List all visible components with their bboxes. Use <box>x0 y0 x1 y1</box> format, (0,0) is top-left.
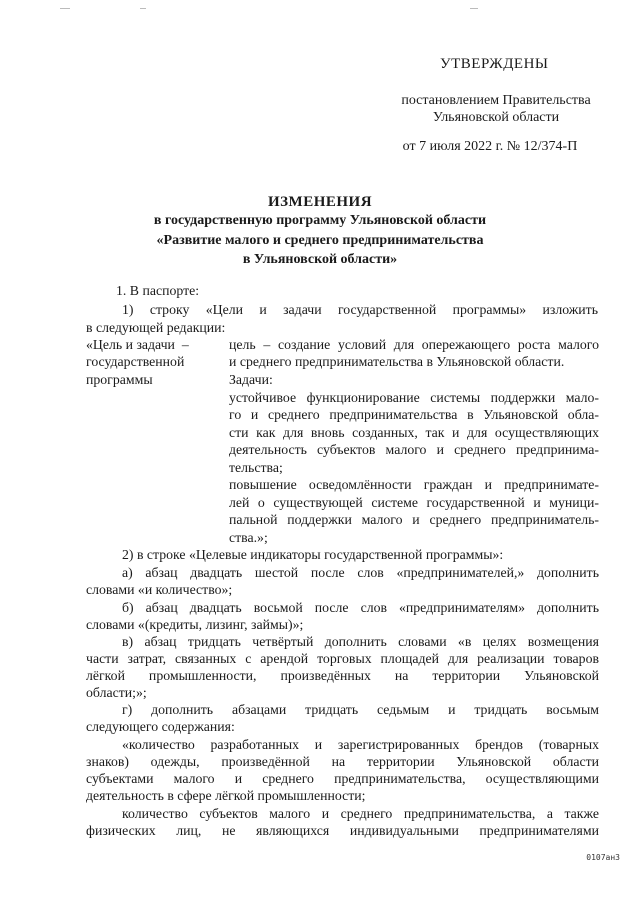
item-c-line: в) абзац тридцать четвёртый дополнить словами «в целях возмещения <box>122 634 599 649</box>
table-right-line: цель – создание условий для опережающего роста малого <box>229 337 599 352</box>
table-right-line: повышение осведомлённости граждан и предпринимате- <box>229 477 599 492</box>
quote-line: физических лиц, не являющихся индивидуальными предпринимателями <box>86 823 599 838</box>
item-d-line: г) дополнить абзацами тридцать седьмым и тридцать восьмым <box>122 702 599 717</box>
item-b-line: б) абзац двадцать восьмой после слов «предпринимателям» дополнить <box>122 600 599 615</box>
table-right-line: пальной поддержки малого и среднего предприниматель- <box>229 512 599 527</box>
table-right-line: тельства; <box>229 460 283 475</box>
document-code: 0107ан3 <box>586 853 620 862</box>
table-right-line: Задачи: <box>229 372 273 387</box>
item-b-line: словами «(кредиты, лизинг, займы)»; <box>86 617 304 632</box>
document-title: ИЗМЕНЕНИЯ <box>267 194 373 210</box>
scan-speck <box>470 8 478 9</box>
table-right-line: и среднего предпринимательства в Ульяновской области. <box>229 354 565 369</box>
quote-line: субъектами малого и среднего предпринимательства, осуществляющими <box>86 771 599 786</box>
approval-authority: постановлением Правительства <box>401 93 591 108</box>
quote-line: знаков) одежды, произведённой на территории Ульяновской области <box>86 754 599 769</box>
item-c-line: области;»; <box>86 685 147 700</box>
item-d-line: следующего содержания: <box>86 719 235 734</box>
item-1-line: в следующей редакции: <box>86 320 226 335</box>
table-right-line: ства.»; <box>229 530 268 545</box>
table-left-cell: программы <box>86 372 153 387</box>
document-subtitle: в государственную программу Ульяновской области <box>153 213 487 228</box>
scan-speck <box>60 8 70 9</box>
item-1-line: 1) строку «Цели и задачи государственной программы» изложить <box>122 302 598 317</box>
table-right-line: устойчивое функционирование системы поддержки мало- <box>229 390 599 405</box>
item-a-line: словами «и количество»; <box>86 582 233 597</box>
program-name: «Развитие малого и среднего предпринимательства <box>156 233 484 248</box>
table-left-cell: «Цель и задачи – <box>86 337 189 352</box>
table-right-line: го и среднего предпринимательства в Ульяновской обла- <box>229 407 599 422</box>
approval-region: Ульяновской области <box>432 110 560 125</box>
table-right-line: сти как для вновь созданных, так и для осуществляющих <box>229 425 599 440</box>
table-left-cell: государственной <box>86 354 185 369</box>
quote-line: «количество разработанных и зарегистрированных брендов (товарных <box>122 737 599 752</box>
item-c-line: части затрат, связанных с арендой торговых площадей для реализации товаров <box>86 651 599 666</box>
item-2-line: 2) в строке «Целевые индикаторы государственной программы»: <box>122 547 504 562</box>
table-right-line: лей о существующей системе государственной и муници- <box>229 495 599 510</box>
program-name-cont: в Ульяновской области» <box>242 252 398 267</box>
scan-speck <box>140 8 146 9</box>
section-passport: 1. В паспорте: <box>116 283 200 298</box>
quote-line: количество субъектов малого и среднего предпринимательства, а также <box>122 806 599 821</box>
approval-date-number: от 7 июля 2022 г. № 12/374-П <box>402 139 578 154</box>
approved-stamp: УТВЕРЖДЕНЫ <box>440 56 549 72</box>
quote-line: деятельность в сфере лёгкой промышленности; <box>86 788 366 803</box>
table-right-line: деятельность субъектов малого и среднего предпринима- <box>229 442 599 457</box>
item-c-line: лёгкой промышленности, произведённых на территории Ульяновской <box>86 668 599 683</box>
item-a-line: а) абзац двадцать шестой после слов «предпринимателей,» дополнить <box>122 565 599 580</box>
